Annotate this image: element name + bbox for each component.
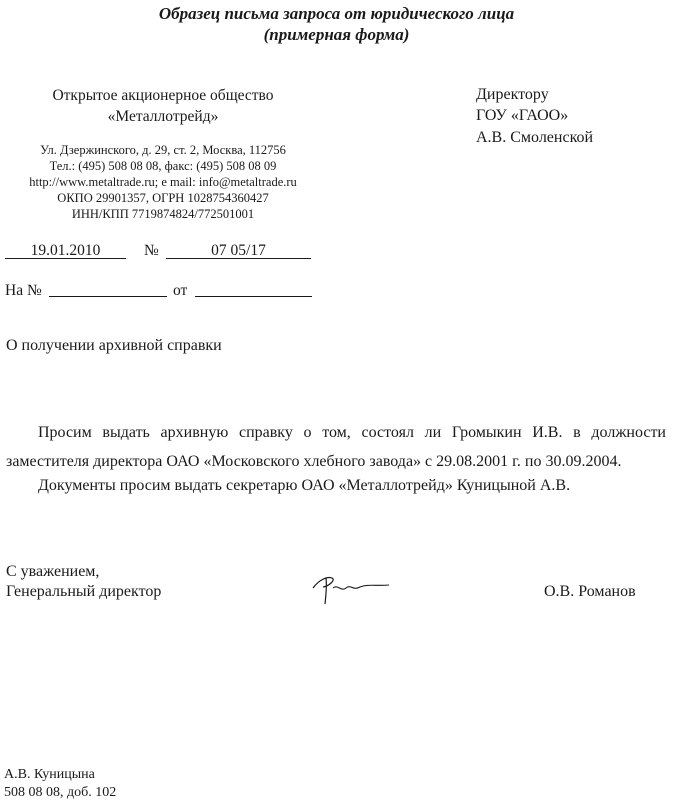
document-subtitle: (примерная форма) xyxy=(263,25,410,44)
closing-regards: С уважением, xyxy=(6,563,100,580)
body-paragraph-1 xyxy=(6,418,666,476)
document-title: Образец письма запроса от юридического лица xyxy=(158,4,515,23)
signer-name: О.В. Романов xyxy=(544,583,636,600)
letter-date: 19.01.2010 xyxy=(30,242,101,259)
body-paragraph-2 xyxy=(6,471,666,500)
sender-org-type: Открытое акционерное общество xyxy=(52,87,274,104)
sender-web-email: http://www.metaltrade.ru; e mail: info@metaltrade.ru xyxy=(29,175,297,189)
letter-subject: О получении архивной справки xyxy=(6,337,222,354)
sender-okpo-ogrn: ОКПО 29901357, ОГРН 1028754360427 xyxy=(57,191,269,205)
executor-phone: 508 08 08, доб. 102 xyxy=(4,785,117,800)
sender-address: Ул. Дзержинского, д. 29, ст. 2, Москва, 112756 xyxy=(40,143,286,157)
sender-org-name: «Металлотрейд» xyxy=(107,108,219,125)
recipient-org: ГОУ «ГАОО» xyxy=(476,107,569,124)
executor-name: А.В. Куницына xyxy=(4,767,95,782)
sender-phone-fax: Тел.: (495) 508 08 08, факс: (495) 508 08 09 xyxy=(49,159,277,173)
signature-image xyxy=(305,568,395,608)
recipient-title: Директору xyxy=(476,86,549,103)
sender-inn-kpp: ИНН/КПП 7719874824/772501001 xyxy=(71,207,255,221)
letter-number-label: № xyxy=(144,242,159,259)
body-paragraph-2-text: Документы просим выдать секретарю ОАО «Металлотрейд» Куницыной А.В. xyxy=(38,477,571,494)
reply-date-label: от xyxy=(173,282,188,299)
letter-number: 07 05/17 xyxy=(211,242,266,259)
recipient-name: А.В. Смоленской xyxy=(476,129,594,146)
reply-number-label: На № xyxy=(5,282,42,299)
body-paragraph-1-text: Просим выдать архивную справку о том, состоял ли Громыкин И.В. в должности заместителя директора ОАО «Московского хлебного завода» с 29.08.2001 г. по 30.09.2004. xyxy=(6,424,666,470)
reply-number-underline xyxy=(49,296,167,297)
reply-date-underline xyxy=(195,296,312,297)
signer-position: Генеральный директор xyxy=(6,583,162,600)
